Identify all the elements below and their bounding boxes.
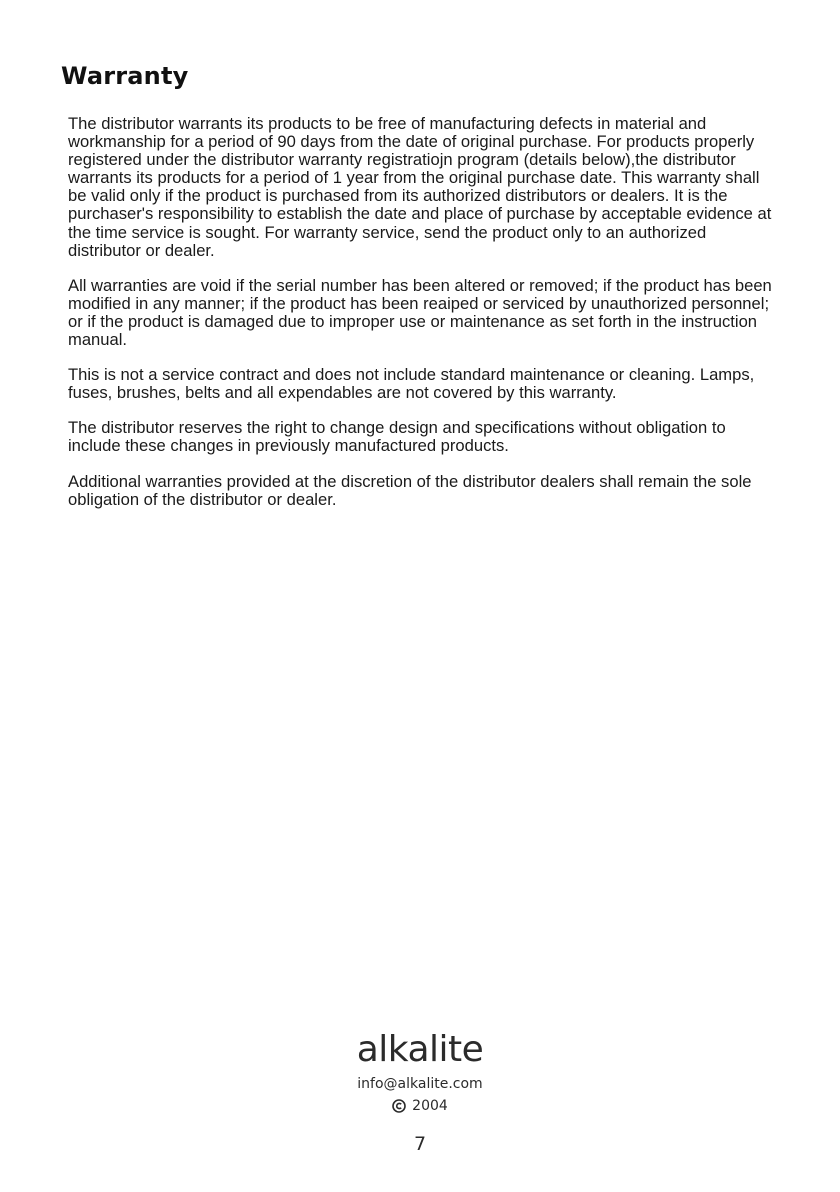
page-number: 7 <box>413 1133 427 1155</box>
brand-logo: alkalite <box>356 1029 484 1070</box>
warranty-paragraph: The distributor warrants its products to be free of manufacturing defects in material and workmanship for a period of 90 days from the date of original purchase. For products properly registered under the distributor warranty registratiojn program (details below),the distributor warrants its products for a period of 1 year from the original purchase date. This warranty shall be valid only if the product is purchased from its authorized distributors or dealers. It is the purchaser's responsibility to establish the date and place of purchase by acceptable evidence at the time service is sought. For warranty service, send the product only to an authorized distributor or dealer. <box>68 114 772 260</box>
design-changes-paragraph: The distributor reserves the right to change design and specifications without obligation to include these changes in previously manufactured products. <box>68 418 726 456</box>
service-contract-paragraph: This is not a service contract and does not include standard maintenance or cleaning. Lamps, fuses, brushes, belts and all expendables are not covered by this warranty. <box>68 365 755 403</box>
contact-email: info@alkalite.com <box>357 1076 483 1092</box>
additional-warranties-paragraph: Additional warranties provided at the discretion of the distributor dealers shall remain the sole obligation of the distributor or dealer. <box>68 471 752 509</box>
page-title: Warranty <box>61 62 189 90</box>
copyright-icon <box>392 1099 406 1113</box>
warranty-body <box>68 115 778 526</box>
footer <box>0 1028 840 1116</box>
copyright-line <box>0 1096 840 1116</box>
copyright-year: 2004 <box>412 1098 448 1114</box>
void-conditions-paragraph: All warranties are void if the serial number has been altered or removed; if the product has been modified in any manner; if the product has been reaiped or serviced by unauthorized personnel; or if the product is damaged due to improper use or maintenance as set forth in the instruction manual. <box>68 275 772 350</box>
